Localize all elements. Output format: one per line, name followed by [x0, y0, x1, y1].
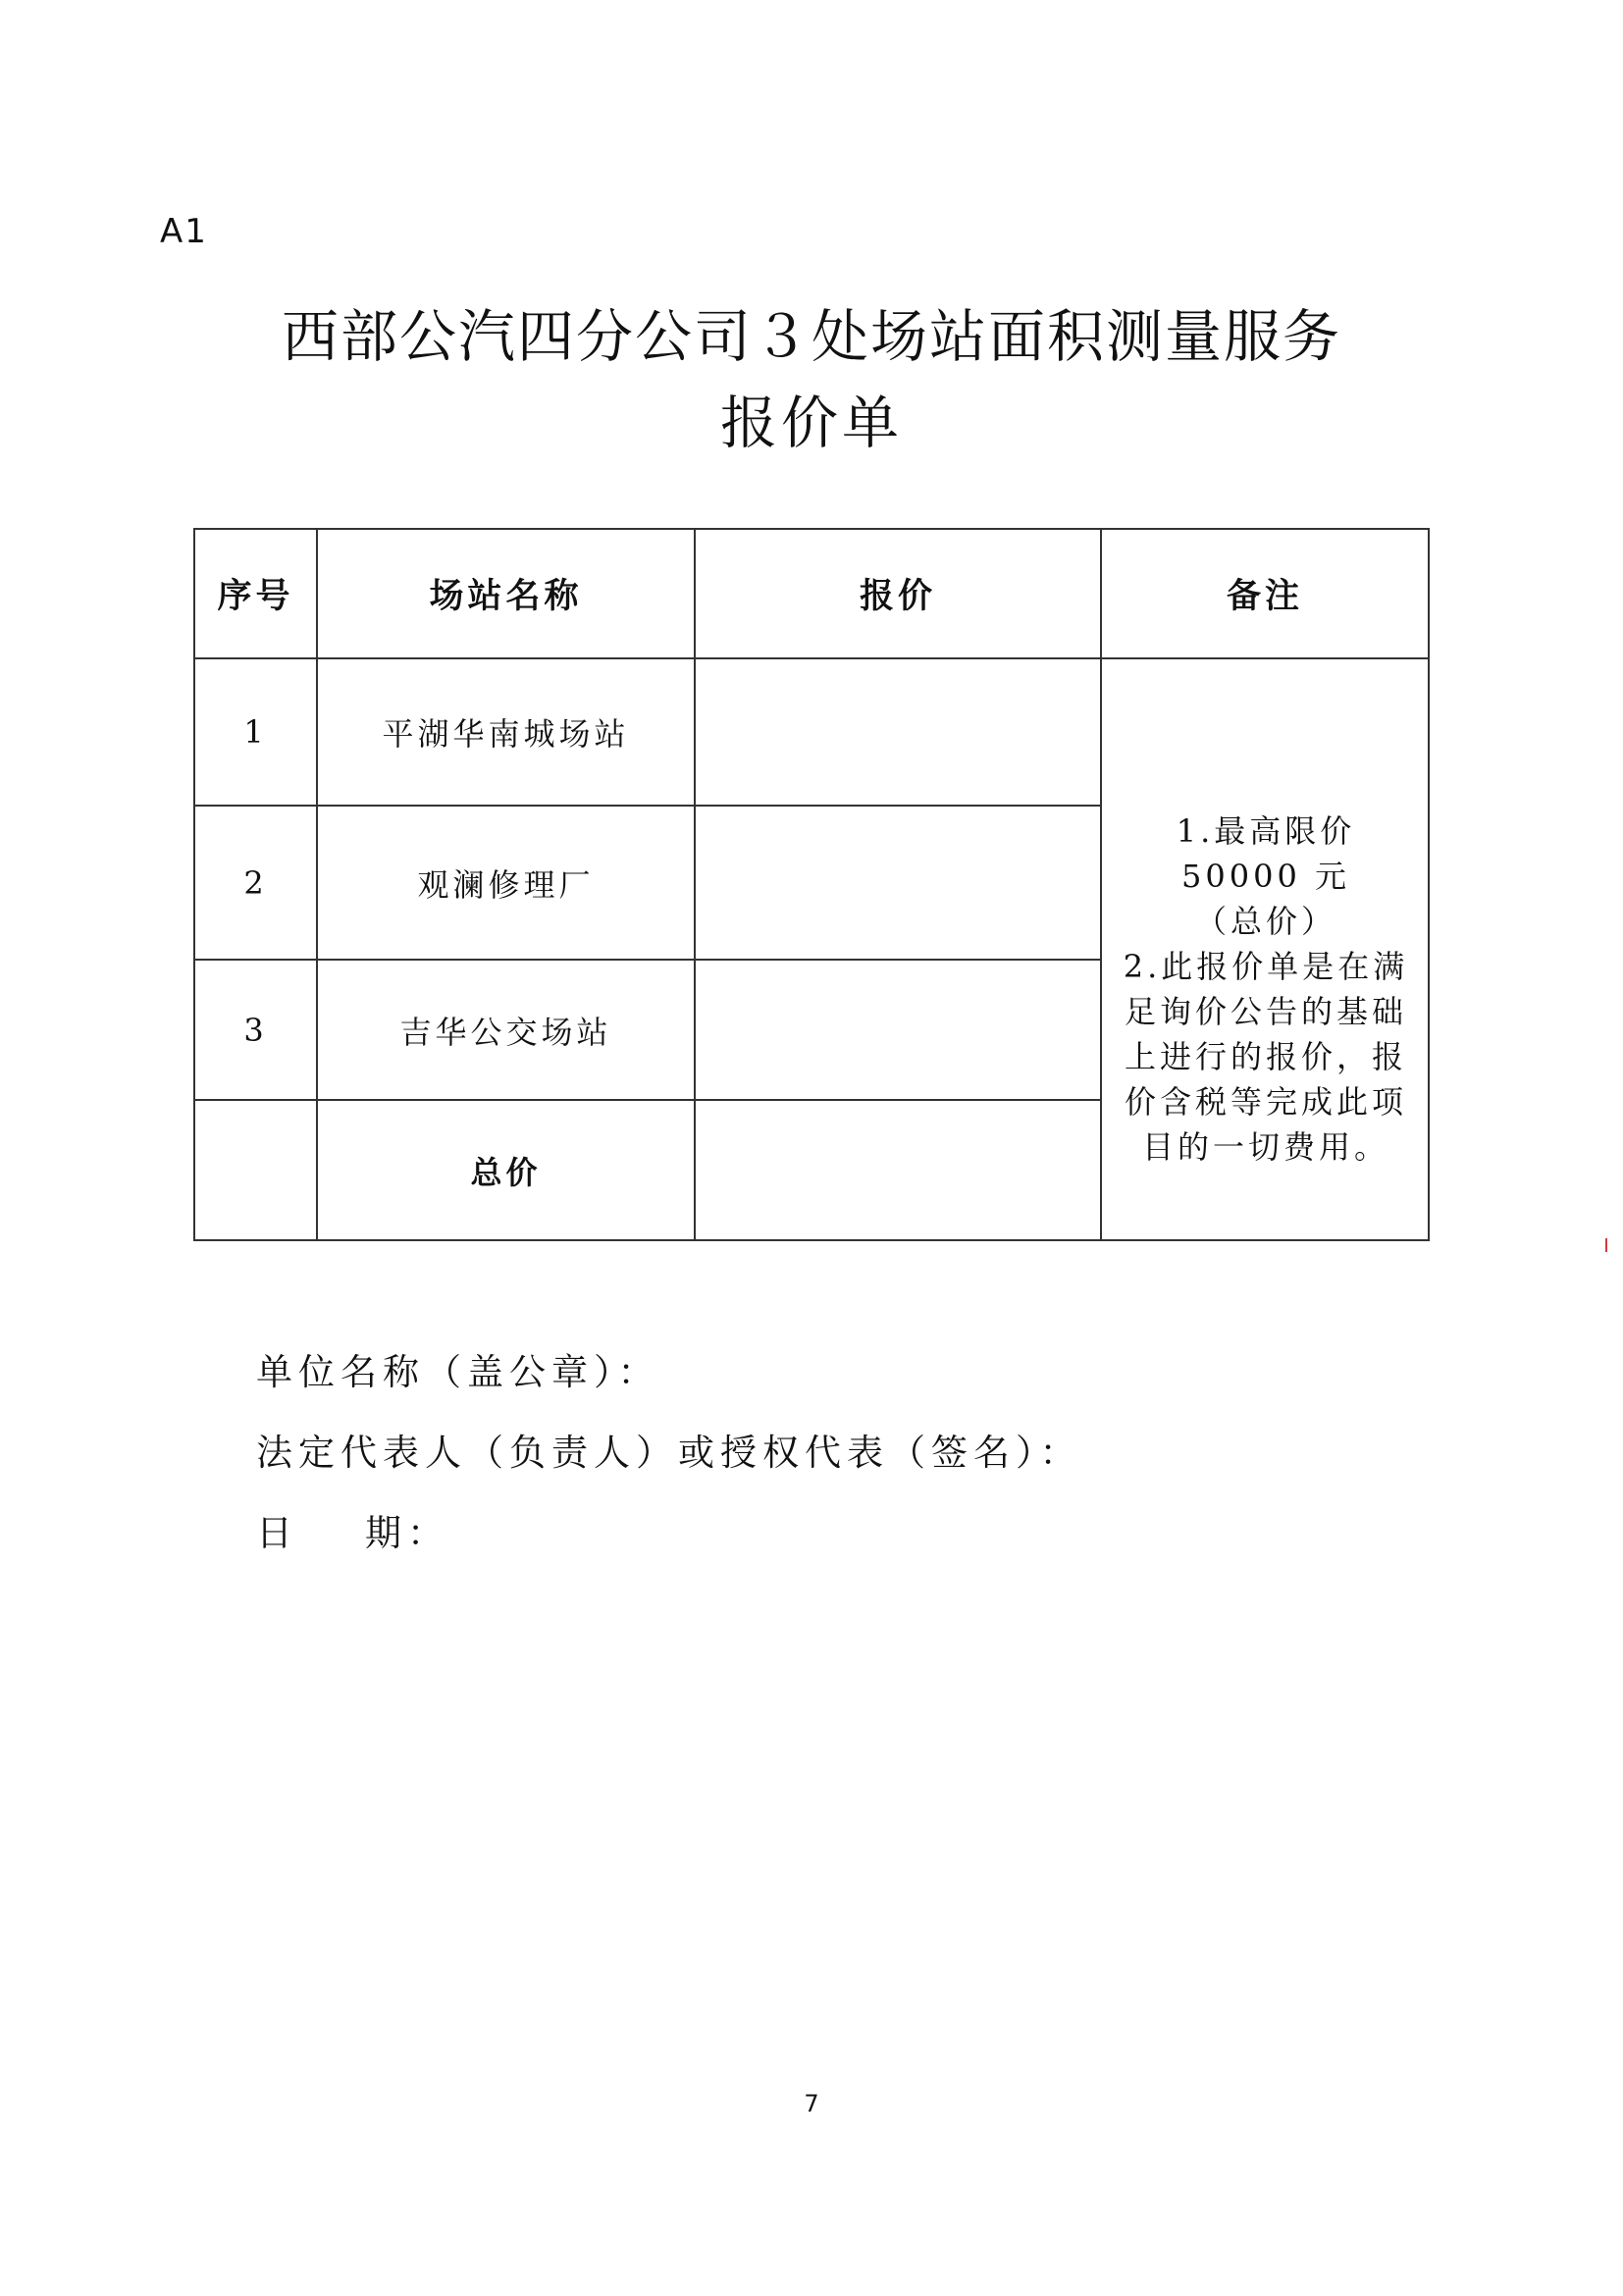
document-title: 西部公汽四分公司３处场站面积测量服务: [281, 303, 1341, 370]
note-line-3: 2.此报价单是在满足询价公告的基础上进行的报价，报价含税等完成此项目的一切费用。: [1123, 947, 1409, 1166]
total-price-cell[interactable]: [695, 1100, 1101, 1240]
page-number: 7: [804, 2090, 819, 2117]
representative-line: 法定代表人（负责人）或授权代表（签名）：: [256, 1432, 1082, 1474]
total-label: 总价: [317, 1100, 695, 1240]
note-line-2: （总价）: [1194, 902, 1336, 940]
row-station-name: 吉华公交场站: [317, 960, 695, 1100]
row-price-cell[interactable]: [695, 960, 1101, 1100]
row-seq: 1: [194, 658, 317, 806]
unit-name-line: 单位名称（盖公章）：: [256, 1351, 660, 1393]
page-label: A1: [160, 212, 208, 251]
header-station-name: 场站名称: [317, 529, 695, 658]
row-station-name: 观澜修理厂: [317, 806, 695, 960]
header-price: 报价: [695, 529, 1101, 658]
date-label-part2: 期：: [365, 1512, 449, 1554]
scan-edge-mark: [1605, 1238, 1607, 1252]
row-seq: 3: [194, 960, 317, 1100]
header-notes: 备注: [1101, 529, 1429, 658]
quote-table: [193, 528, 1430, 1241]
document-subtitle: 报价单: [719, 390, 903, 456]
date-label-part1: 日: [256, 1512, 298, 1554]
row-price-cell[interactable]: [695, 658, 1101, 806]
header-seq: 序号: [194, 529, 317, 658]
row-price-cell[interactable]: [695, 806, 1101, 960]
table-row: [194, 658, 1429, 806]
total-seq-empty: [194, 1100, 317, 1240]
row-station-name: 平湖华南城场站: [317, 658, 695, 806]
date-line: [256, 1503, 449, 1556]
table-header-row: [194, 529, 1429, 658]
note-line-1: 1.最高限价 50000 元: [1176, 811, 1356, 895]
row-seq: 2: [194, 806, 317, 960]
notes-cell: [1101, 658, 1429, 1240]
